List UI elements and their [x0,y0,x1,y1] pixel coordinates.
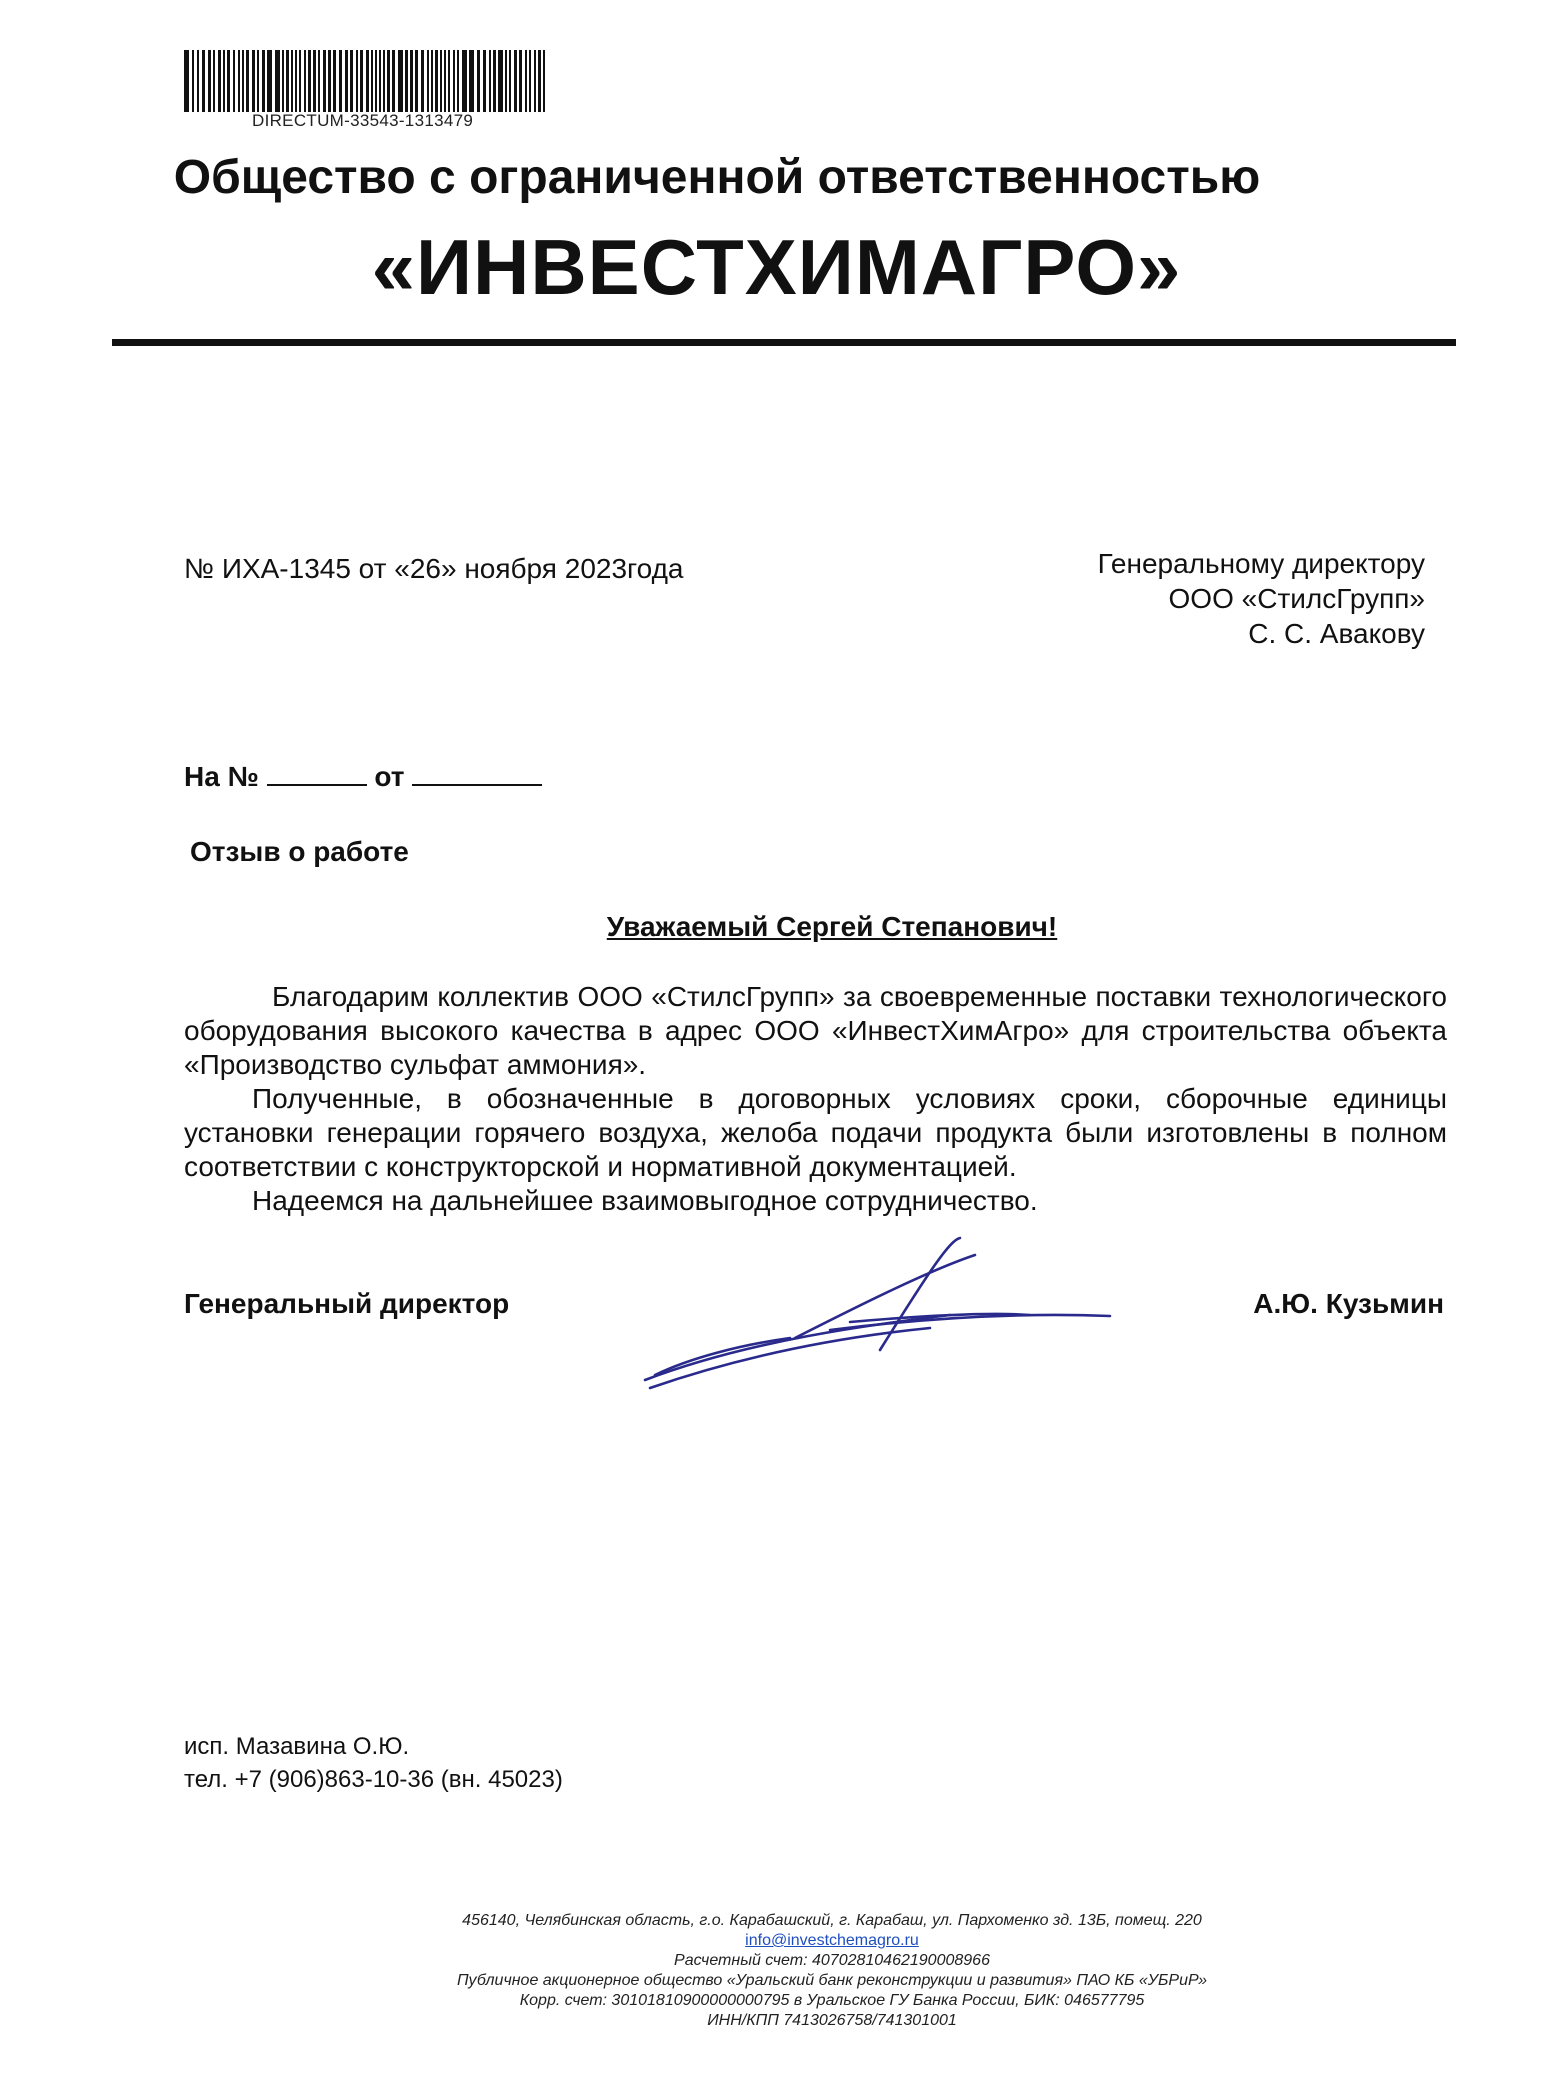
executor-phone: тел. +7 (906)863-10-36 (вн. 45023) [184,1766,563,1793]
barcode-bar [435,50,438,112]
barcode-bar [304,50,306,112]
barcode-bar [410,50,413,112]
footer-account: Расчетный счет: 40702810462190008966 [674,1952,990,1969]
barcode-bar [421,50,424,112]
barcode-bar [427,50,429,112]
executor-name: исп. Мазавина О.Ю. [184,1733,410,1760]
barcode [184,50,549,112]
barcode-bar [538,50,541,112]
recipient-block [1098,546,1425,651]
barcode-code: DIRECTUM-33543-1313479 [252,111,474,130]
barcode-bar [233,50,235,112]
barcode-bar [328,50,331,112]
executor-block [184,1730,563,1796]
barcode-bar [350,50,353,112]
barcode-bar [275,50,280,112]
barcode-bar [448,50,450,112]
body-paragraph-2: Полученные, в обозначенные в договорных условиях сроки, сборочные единицы установки генерации горячего воздуха, желоба подачи продукта были изготовлены в полном соответствии с конструкторской и нормативной документацией. [184,1083,1447,1182]
barcode-bar [291,50,293,112]
recipient-company: ООО «СтилсГрупп» [1168,583,1425,614]
footer-bank: Публичное акционерное общество «Уральский банк реконструкции и развития» ПАО КБ «УБРиР» [456,1972,1208,1989]
letter-subject: Отзыв о работе [190,836,409,867]
barcode-bar [444,50,446,112]
barcode-bar [213,50,215,112]
recipient-position: Генеральному директору [1097,548,1425,579]
footer-corr-account: Корр. счет: 30101810900000000795 в Уральское ГУ Банка России, БИК: 046577795 [519,1992,1145,2009]
barcode-bar [242,50,244,112]
barcode-bar [453,50,455,112]
barcode-bar [498,50,503,112]
barcode-bar [313,50,316,112]
recipient-name: С. С. Авакову [1248,618,1425,649]
document-reference: № ИХА-1345 от «26» ноября 2023года [184,553,684,584]
barcode-bar [489,50,491,112]
signer-title: Генеральный директор [184,1288,510,1319]
footer-address: 456140, Челябинская область, г.о. Карабашский, г. Карабаш, ул. Пархоменко зд. 13Б, помещ. 220 [462,1912,1202,1929]
letterhead-org-name: «ИНВЕСТХИМАГРО» [371,223,1182,311]
barcode-bar [392,50,395,112]
barcode-bar [299,50,301,112]
barcode-bar [483,50,486,112]
barcode-bar [257,50,259,112]
barcode-bar [457,50,459,112]
barcode-bar [371,50,373,112]
barcode-bar [534,50,536,112]
letterhead-divider [112,339,1456,346]
body-paragraph-1: Благодарим коллектив ООО «СтилсГрупп» за своевременные поставки технологического оборудования высокого качества в адрес ООО «ИнвестХимАгро» для строительства объекта «Производство сульфат аммония». [184,981,1447,1080]
barcode-bar [323,50,326,112]
footer-inn: ИНН/КПП 7413026758/741301001 [707,2012,957,2029]
barcode-bar [415,50,418,112]
barcode-bar [514,50,517,112]
reply-date-label: от [374,761,405,792]
barcode-bar [398,50,403,112]
barcode-bar [529,50,531,112]
barcode-bar [227,50,230,112]
barcode-bar [477,50,480,112]
barcode-bar [202,50,205,112]
company-footer [0,1911,1554,2031]
barcode-bar [431,50,433,112]
barcode-bar [339,50,342,112]
footer-email-link[interactable]: info@investchemagro.ru [745,1932,919,1949]
barcode-bar [184,50,189,112]
reply-date-blank [412,760,542,786]
barcode-bar [208,50,211,112]
reply-number-blank [267,760,367,786]
reply-reference [184,760,542,793]
barcode-bar [493,50,496,112]
barcode-bar [543,50,545,112]
barcode-bar [440,50,442,112]
barcode-bar [525,50,527,112]
barcode-bar [267,50,272,112]
barcode-bar [197,50,199,112]
letter-body [184,980,1447,1218]
barcode-bar [356,50,358,112]
barcode-bar [223,50,225,112]
handwritten-signature [630,1230,1120,1400]
barcode-bar [366,50,369,112]
salutation: Уважаемый Сергей Степанович! [606,911,1058,942]
barcode-bar [282,50,284,112]
barcode-bar [318,50,320,112]
barcode-bar [360,50,363,112]
barcode-bar [509,50,511,112]
barcode-bar [375,50,377,112]
barcode-bar [379,50,381,112]
barcode-bar [192,50,194,112]
barcode-bar [383,50,385,112]
barcode-bar [387,50,390,112]
barcode-bar [405,50,408,112]
barcode-bar [519,50,522,112]
barcode-bar [218,50,221,112]
signer-name: А.Ю. Кузьмин [1253,1288,1444,1319]
barcode-bar [295,50,297,112]
barcode-bar [252,50,255,112]
body-paragraph-3: Надеемся на дальнейшее взаимовыгодное сотрудничество. [252,1185,1038,1216]
barcode-bar [469,50,474,112]
barcode-bar [308,50,311,112]
reply-number-label: На № [184,761,259,792]
barcode-bar [286,50,289,112]
barcode-bar [333,50,336,112]
barcode-bar [462,50,467,112]
barcode-bar [345,50,348,112]
barcode-bar [505,50,507,112]
letterhead-org-type: Общество с ограниченной ответственностью [173,151,1261,204]
barcode-bar [262,50,265,112]
barcode-bar [246,50,249,112]
barcode-bar [238,50,240,112]
